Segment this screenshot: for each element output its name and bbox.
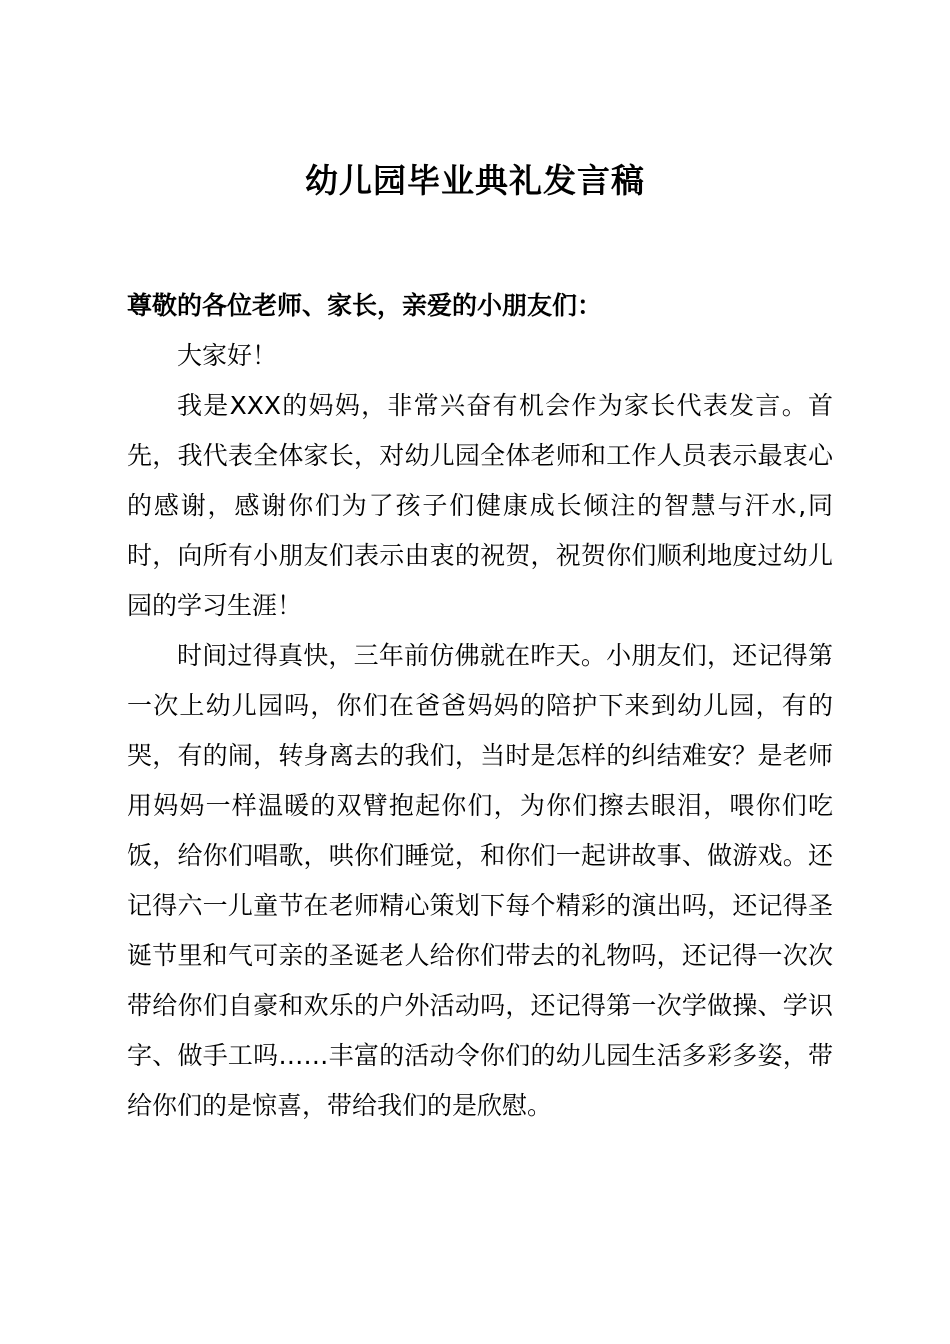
paragraph-introduction: 我是XXX的妈妈，非常兴奋有机会作为家长代表发言。首先，我代表全体家长，对幼儿园全体老师和工作人员表示最衷心的感谢，感谢你们为了孩子们健康成长倾注的智慧与汗水,同时，向所有小朋友们表示由衷的祝贺，祝贺你们顺利地度过幼儿园的学习生涯！ [127,391,833,620]
document-title: 幼儿园毕业典礼发言稿 [305,161,645,200]
paragraph-memories: 时间过得真快，三年前仿佛就在昨天。小朋友们，还记得第一次上幼儿园吗，你们在爸爸妈妈的陪护下来到幼儿园，有的哭，有的闹，转身离去的我们，当时是怎样的纠结难安？是老师用妈妈一样温暖的双臂抱起你们，为你们擦去眼泪，喂你们吃饭，给你们唱歌，哄你们睡觉，和你们一起讲故事、做游戏。还记得六一儿童节在老师精心策划下每个精彩的演出吗，还记得圣诞节里和气可亲的圣诞老人给你们带去的礼物吗，还记得一次次带给你们自豪和欢乐的户外活动吗，还记得第一次学做操、学识字、做手工吗……丰富的活动令你们的幼儿园生活多彩多姿，带给你们的是惊喜，带给我们的是欣慰。 [127,641,833,1120]
paragraph-greeting: 大家好！ [177,341,278,370]
document-body [127,281,833,1131]
salutation: 尊敬的各位老师、家长，亲爱的小朋友们： [127,291,603,320]
